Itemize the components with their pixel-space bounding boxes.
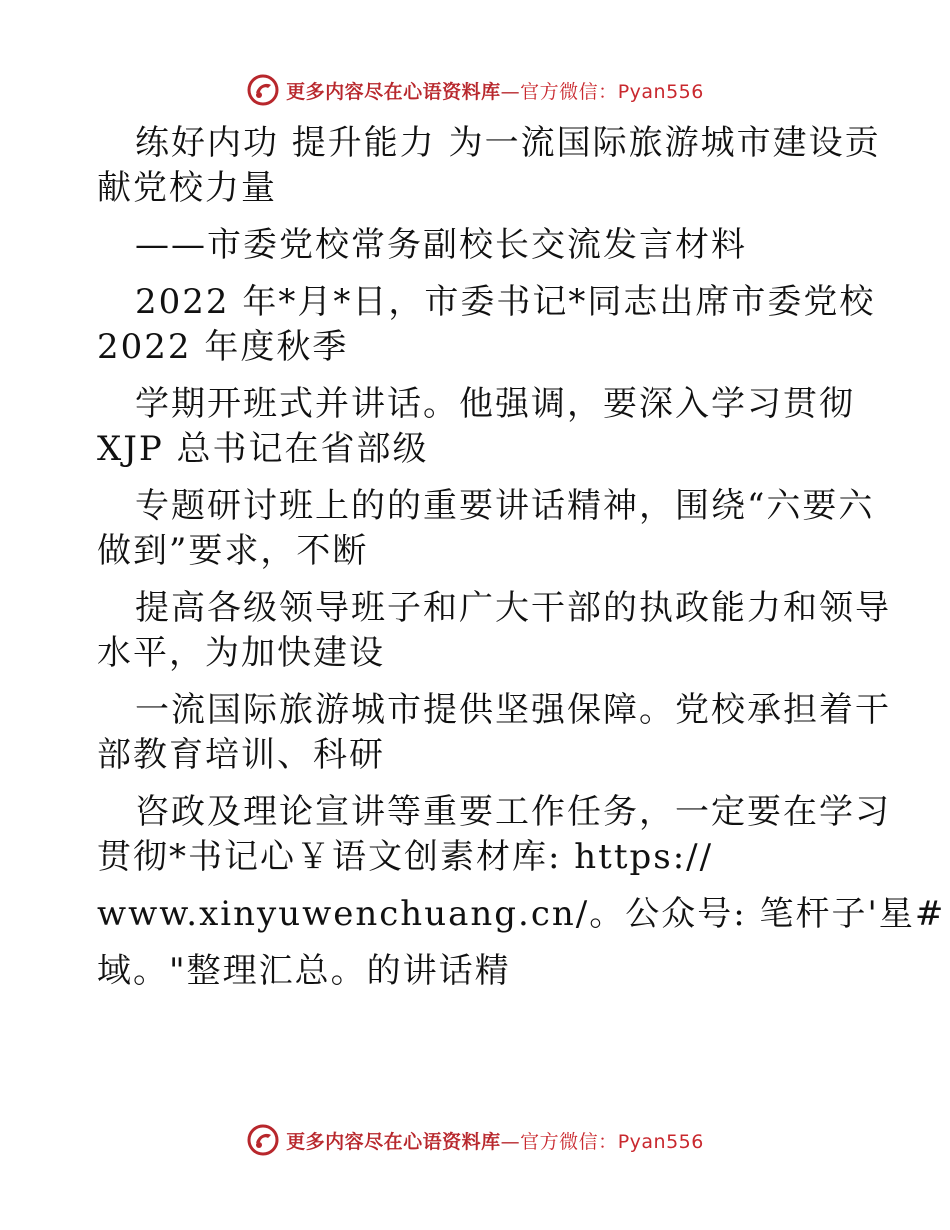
- paragraph-line: 贯彻*书记心￥语文创素材库: https://: [97, 837, 714, 877]
- watermark-wechat-label: 官方微信：: [520, 1130, 618, 1153]
- watermark-wechat-label: 官方微信：: [520, 80, 618, 103]
- title-line-1: 练好内功 提升能力 为一流国际旅游城市建设贡: [135, 123, 881, 163]
- watermark-dash: —: [500, 1130, 521, 1153]
- subtitle-line: ——市委党校常务副校长交流发言材料: [135, 225, 747, 265]
- red-hand-logo-icon: [246, 73, 280, 107]
- document-body: [97, 123, 946, 1009]
- paragraph-line: 咨政及理论宣讲等重要工作任务，一定要在学习: [135, 792, 891, 832]
- watermark-wechat-id: Pyan556: [617, 80, 704, 103]
- paragraph-line: 2022 年*月*日，市委书记*同志出席市委党校: [135, 282, 876, 322]
- watermark-main-text: 更多内容尽在心语资料库: [286, 1130, 501, 1153]
- paragraph-line: www.xinyuwenchuang.cn/。公众号: 笔杆子'星#: [97, 894, 946, 934]
- paragraph-line: 做到”要求，不断: [97, 531, 369, 571]
- paragraph-line: 学期开班式并讲话。他强调，要深入学习贯彻: [135, 384, 855, 424]
- paragraph-line: 专题研讨班上的的重要讲话精神，围绕“六要六: [135, 486, 875, 526]
- header-watermark: [0, 72, 950, 108]
- watermark-main-text: 更多内容尽在心语资料库: [286, 80, 501, 103]
- paragraph-line: 一流国际旅游城市提供坚强保障。党校承担着干: [135, 690, 891, 730]
- footer-watermark: [0, 1122, 950, 1158]
- paragraph-line: 提高各级领导班子和广大干部的执政能力和领导: [135, 588, 891, 628]
- paragraph-line: 部教育培训、科研: [97, 735, 385, 775]
- watermark-dash: —: [500, 80, 521, 103]
- paragraph-line: XJP 总书记在省部级: [97, 429, 429, 469]
- title-line-2: 献党校力量: [97, 168, 277, 208]
- paragraph-line: 域。"整理汇总。的讲话精: [97, 951, 511, 991]
- paragraph-line: 2022 年度秋季: [97, 327, 349, 367]
- watermark-wechat-id: Pyan556: [617, 1130, 704, 1153]
- red-hand-logo-icon: [246, 1123, 280, 1157]
- paragraph-line: 水平，为加快建设: [97, 633, 385, 673]
